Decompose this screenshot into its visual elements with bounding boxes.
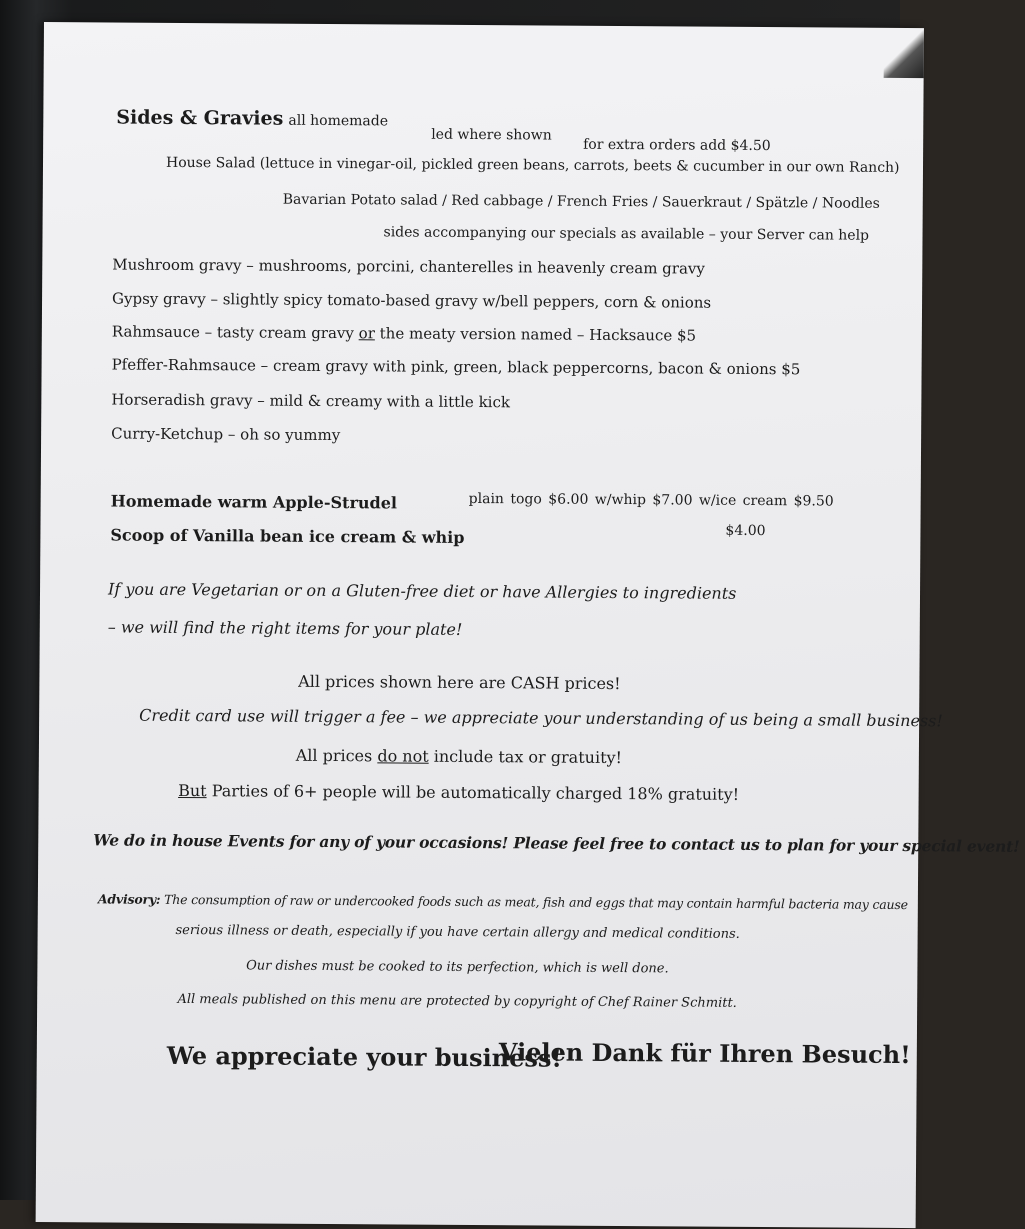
dessert-scoop: Scoop of Vanilla bean ice cream & whip bbox=[110, 525, 465, 547]
gravy-pfeffer: Pfeffer-Rahmsauce – cream gravy with pink, green, black peppercorns, bacon & onions $5 bbox=[111, 355, 801, 379]
party-but: But bbox=[178, 780, 207, 801]
credit-card-line: Credit card use will trigger a fee – we appreciate your understanding of us being a small business! bbox=[139, 705, 943, 731]
sides-note-left: all homemade bbox=[288, 112, 389, 130]
party-gratuity-line bbox=[39, 780, 879, 805]
dessert-strudel: Homemade warm Apple-Strudel bbox=[110, 491, 398, 513]
thanks-english: We appreciate your business! bbox=[166, 1040, 563, 1073]
advisory-label: Advisory: bbox=[97, 891, 161, 907]
house-salad-line: House Salad (lettuce in vinegar-oil, pickled green beans, carrots, beets & cucumber in our own Ranch) bbox=[165, 154, 900, 176]
events-line: We do in house Events for any of your occasions! Please feel free to contact us to plan for your special event! bbox=[93, 830, 1020, 856]
menu-page bbox=[36, 22, 1020, 1228]
diet-line-1: If you are Vegetarian or on a Gluten-free diet or have Allergies to ingredients bbox=[107, 579, 737, 603]
sides-title: Sides & Gravies bbox=[116, 106, 284, 130]
gravy-rahmsauce bbox=[112, 322, 696, 344]
cash-prices-line: All prices shown here are CASH prices! bbox=[298, 671, 621, 694]
advisory-line-4: All meals published on this menu are protected by copyright of Chef Rainer Schmitt. bbox=[177, 991, 737, 1011]
diet-line-2: – we will find the right items for your plate! bbox=[107, 617, 463, 639]
gravy-horseradish: Horseradish gravy – mild & creamy with a little kick bbox=[111, 390, 511, 412]
advisory-line-3: Our dishes must be cooked to its perfection, which is well done. bbox=[246, 958, 669, 977]
dessert-scoop-price: $4.00 bbox=[725, 522, 766, 540]
sides-note-mid: led where shown bbox=[431, 126, 552, 144]
extra-orders-note: for extra orders add $4.50 bbox=[583, 136, 771, 155]
dessert-strudel-prices: plain togo $6.00 w/whip $7.00 w/ice cream $9.50 bbox=[468, 490, 834, 510]
gravy-curry-ketchup: Curry-Ketchup – oh so yummy bbox=[111, 424, 341, 445]
gravy-mushroom: Mushroom gravy – mushrooms, porcini, chanterelles in heavenly cream gravy bbox=[112, 255, 705, 278]
binder-corner bbox=[884, 28, 924, 78]
party-text: Parties of 6+ people will be automatically charged 18% gratuity! bbox=[211, 781, 740, 804]
tax-do-not: do not bbox=[377, 746, 429, 766]
advisory-line-2: serious illness or death, especially if you have certain allergy and medical conditions. bbox=[175, 922, 740, 942]
rahmsauce-a: Rahmsauce – tasty cream gravy bbox=[111, 322, 354, 343]
sides-list-line: Bavarian Potato salad / Red cabbage / French Fries / Sauerkraut / Spätzle / Noodles bbox=[282, 191, 880, 212]
rahmsauce-b: the meaty version named – Hacksauce $5 bbox=[379, 324, 697, 345]
rahmsauce-or: or bbox=[358, 324, 375, 343]
tax-a: All prices bbox=[295, 745, 373, 766]
tax-line bbox=[39, 744, 879, 769]
advisory-text-1: The consumption of raw or undercooked foods such as meat, fish and eggs that may contain harmful bacteria may cause bbox=[164, 891, 908, 913]
tax-b: include tax or gratuity! bbox=[433, 746, 623, 768]
advisory-line-1 bbox=[98, 891, 908, 912]
sides-heading-row bbox=[116, 107, 388, 131]
thanks-german: Vielen Dank für Ihren Besuch! bbox=[498, 1037, 911, 1070]
gravy-gypsy: Gypsy gravy – slightly spicy tomato-based gravy w/bell peppers, corn & onions bbox=[112, 289, 712, 312]
sides-note-line: sides accompanying our specials as available – your Server can help bbox=[383, 224, 870, 244]
